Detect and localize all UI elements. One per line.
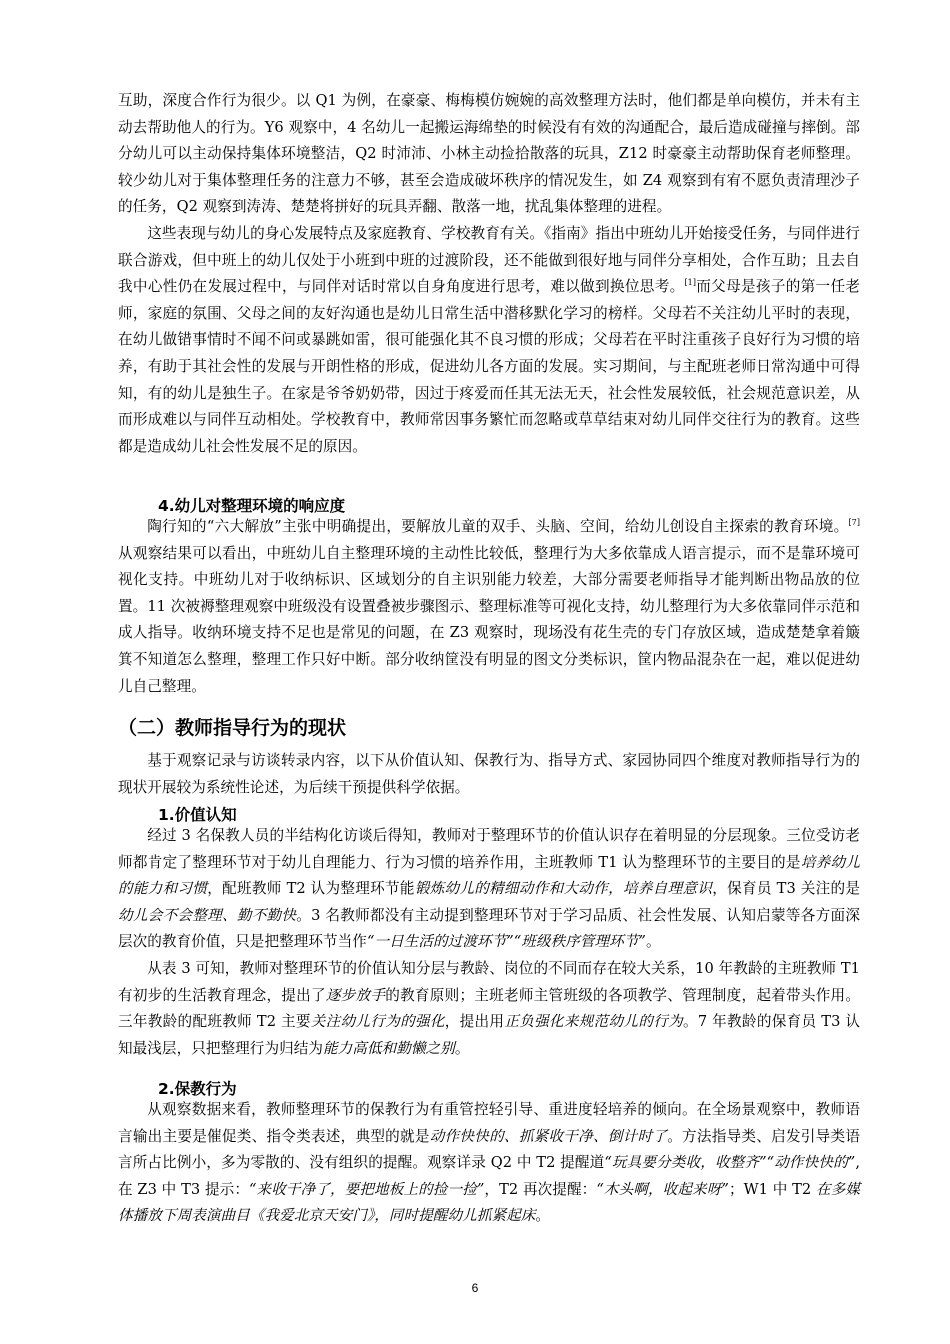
citation: [1] bbox=[684, 278, 696, 288]
paragraph: 这些表现与幼儿的身心发展特点及家庭教育、学校教育有关。《指南》指出中班幼儿开始接受任务，与同伴进行联合游戏，但中班上的幼儿仅处于小班到中班的过渡阶段，还不能做到很好地与同伴分享相处，合作互助；且去自我中心性仍在发展过程中，与同伴对话时常以自身角度进行思考，难以做到换位思考。[1]而父母是孩子的第一任老师，家庭的氛围、父母之间的友好沟通也是幼儿日常生活中潜移默化学习的榜样。父母若不关注幼儿平时的表现，在幼儿做错事情时不闻不问或暴跳如雷，很可能强化其不良习惯的形成；父母若在平时注重孩子良好行为习惯的培养，有助于其社会性的发展与开朗性格的形成，促进幼儿各方面的发展。实习期间，与主配班老师日常沟通中可得知，有的幼儿是独生子。在家是爷爷奶奶带，因过于疼爱而任其无法无天，社会性发展较低，社会规范意识差，从而形成难以与同伴互动相处。学校教育中，教师常因事务繁忙而忽略或草草结束对幼儿同伴交往行为的教育。这些都是造成幼儿社会性发展不足的原因。 bbox=[118, 224, 860, 455]
heading-value-cognition: 1.价值认知 bbox=[158, 806, 237, 824]
page-number: 6 bbox=[471, 1281, 479, 1295]
paragraph: 陶行知的“六大解放”主张中明确提出，要解放儿童的双手、头脑、空间，给幼儿创设自主探索的教育环境。[7]从观察结果可以看出，中班幼儿自主整理环境的主动性比较低，整理行为大多依靠成人语言提示，而不是靠环境可视化支持。中班幼儿对于收纳标识、区域划分的自主识别能力较差，大部分需要老师指导才能判断出物品放的位置。11 次被褥整理观察中班级没有设置叠被步骤图示、整理标准等可视化支持，幼儿整理行为大多依靠同伴示范和成人指导。收纳环境支持不足也是常见的问题，在 Z3 观察时，现场没有花生壳的专门存放区域，造成楚楚拿着簸箕不知道怎么整理，整理工作只好中断。部分收纳筐没有明显的图文分类标识，筐内物品混杂在一起，难以促进幼儿自己整理。 bbox=[118, 518, 860, 695]
heading-care-behavior: 2.保教行为 bbox=[158, 1080, 237, 1098]
text-block-intro bbox=[118, 748, 860, 801]
paragraph: 基于观察记录与访谈转录内容，以下从价值认知、保教行为、指导方式、家园协同四个维度对教师指导行为的现状开展较为系统性论述，为后续干预提供科学依据。 bbox=[118, 752, 860, 796]
section-heading: （二）教师指导行为的现状 bbox=[118, 717, 347, 739]
heading-response: 4.幼儿对整理环境的响应度 bbox=[158, 497, 346, 515]
text-block-care-behavior bbox=[118, 1097, 860, 1230]
paragraph: 经过 3 名保教人员的半结构化访谈后得知，教师对于整理环节的价值认识存在着明显的分层现象。三位受访老师都肯定了整理环节对于幼儿自理能力、行为习惯的培养作用，主班教师 T1 认为整理环节的主要目的是培养幼儿的能力和习惯，配班教师 T2 认为整理环节能锻炼幼儿的精细动作和大动作，培养自理意识，保育员 T3 关注的是幼儿会不会整理、勤不勤快。3 名教师都没有主动提到整理环节对于学习品质、社会性发展、认知启蒙等各方面深层次的教育价值，只是把整理环节当作“一日生活的过渡环节”“班级秩序管理环节”。 bbox=[118, 827, 861, 951]
citation: [7] bbox=[848, 518, 860, 528]
paragraph: 互助，深度合作行为很少。以 Q1 为例，在豪豪、梅梅模仿婉婉的高效整理方法时，他们都是单向模仿，并未有主动去帮助他人的行为。Y6 观察中，4 名幼儿一起搬运海绵垫的时候没有有效的沟通配合，最后造成碰撞与摔倒。部分幼儿可以主动保持集体环境整洁，Q2 时沛沛、小林主动捡拾散落的玩具，Z12 时豪豪主动帮助保育老师整理。较少幼儿对于集体整理任务的注意力不够，甚至会造成破坏秩序的情况发生，如 Z4 观察到有宥不愿负责清理沙子的任务，Q2 观察到涛涛、楚楚将拼好的玩具弄翻、散落一地，扰乱集体整理的进程。 bbox=[118, 92, 860, 216]
text-block-response bbox=[118, 514, 860, 700]
text-block-peer-interaction bbox=[118, 88, 860, 460]
paragraph: 从表 3 可知，教师对整理环节的价值认知分层与教龄、岗位的不同而存在较大关系，10 年教龄的主班教师 T1 有初步的生活教育理念，提出了逐步放手的教育原则；主班老师主管班级的各项教学、管理制度，起着带头作用。三年教龄的配班教师 T2 主要关注幼儿行为的强化，提出用正负强化来规范幼儿的行为。7 年教龄的保育员 T3 认知最浅层，只把整理行为归结为能力高低和勤懒之别。 bbox=[118, 959, 861, 1057]
text-block-value-cognition bbox=[118, 823, 860, 1062]
paragraph: 从观察数据来看，教师整理环节的保教行为有重管控轻引导、重进度轻培养的倾向。在全场景观察中，教师语言输出主要是催促类、指令类表述，典型的就是动作快快的、抓紧收干净、倒计时了。方法指导类、启发引导类语言所占比例小，多为零散的、没有组织的提醒。观察详录 Q2 中 T2 提醒道“玩具要分类收，收整齐”“动作快快的”,在 Z3 中 T3 提示：“来收干净了，要把地板上的捡一捡”，T2 再次提醒：“木头啊，收起来呀”；W1 中 T2 在多媒体播放下周表演曲目《我爱北京天安门》，同时提醒幼儿抓紧起床。 bbox=[118, 1101, 861, 1225]
